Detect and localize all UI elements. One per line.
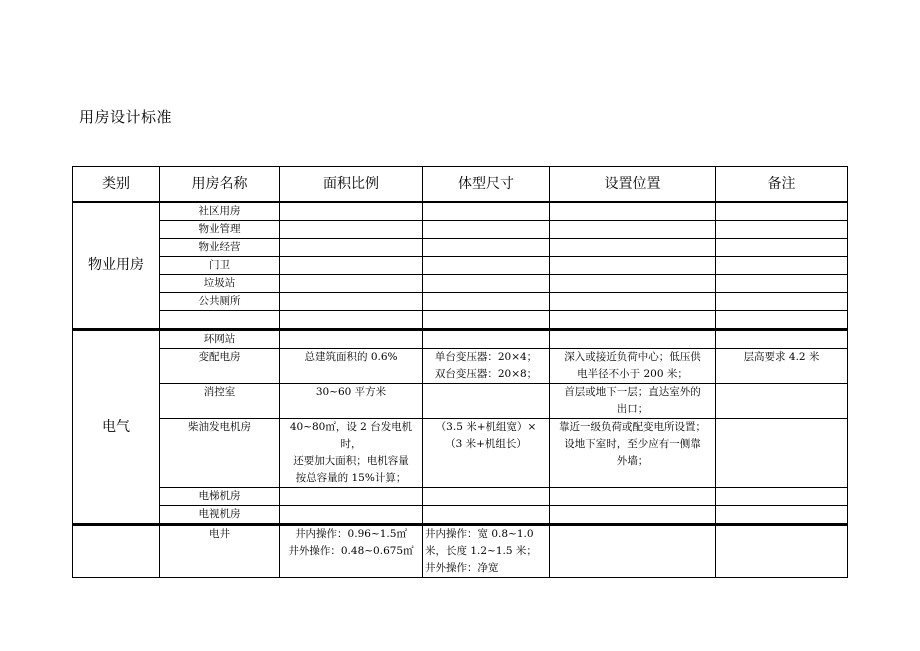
- location-cell: [550, 330, 716, 349]
- size-line: 井内操作：宽 0.8~1.0: [425, 528, 534, 540]
- size-line: （3.5 米+机组宽）×: [435, 421, 537, 433]
- table-row: [73, 221, 848, 239]
- location-line: 深入或接近负荷中心；低压供: [564, 351, 701, 363]
- size-cell: [423, 506, 550, 525]
- header-note: 备注: [716, 167, 848, 203]
- table-row: [73, 239, 848, 257]
- area-cell: [280, 525, 423, 578]
- location-cell: [550, 221, 716, 239]
- size-cell: [423, 221, 550, 239]
- area-cell: [280, 488, 423, 506]
- table-row: [73, 330, 848, 349]
- table-row: [73, 506, 848, 525]
- table-row: [73, 275, 848, 293]
- table-row: [73, 419, 848, 488]
- room-name-cell: 物业经营: [160, 239, 280, 257]
- note-cell: [716, 293, 848, 311]
- note-cell: [716, 221, 848, 239]
- area-line: 按总容量的 15%计算；: [295, 472, 407, 484]
- room-name-cell: [160, 311, 280, 330]
- size-cell: [423, 384, 550, 419]
- location-cell: [550, 384, 716, 419]
- group-electrical: [73, 330, 848, 525]
- room-design-standard-table: [72, 166, 848, 578]
- category-cell: 物业用房: [73, 202, 160, 330]
- table-row: [73, 349, 848, 384]
- area-line: 井外操作：0.48~0.675㎡: [288, 545, 414, 557]
- header-size: 体型尺寸: [423, 167, 550, 203]
- area-cell: [280, 239, 423, 257]
- room-name-cell: 环网站: [160, 330, 280, 349]
- size-line: （3 米+机组长）: [445, 438, 527, 450]
- location-line: 首层或地下一层；直达室外的: [564, 386, 701, 398]
- area-cell: 总建筑面积的 0.6%: [280, 349, 423, 384]
- room-name-cell: 物业管理: [160, 221, 280, 239]
- location-line: 外墙；: [616, 455, 649, 467]
- room-name-cell: 柴油发电机房: [160, 419, 280, 488]
- location-cell: [550, 506, 716, 525]
- area-cell: 30~60 平方米: [280, 384, 423, 419]
- table-row: [73, 311, 848, 330]
- location-line: 出口；: [616, 403, 649, 415]
- location-cell: [550, 488, 716, 506]
- location-cell: [550, 525, 716, 578]
- header-category: 类别: [73, 167, 160, 203]
- size-cell: [423, 293, 550, 311]
- size-cell: [423, 257, 550, 275]
- note-cell: [716, 311, 848, 330]
- table-row: [73, 525, 848, 578]
- note-cell: [716, 330, 848, 349]
- area-cell: [280, 202, 423, 221]
- area-line: 40~80㎡，设 2 台发电机时，: [289, 421, 413, 450]
- location-line: 设地下室时，至少应有一侧靠: [564, 438, 701, 450]
- area-cell: [280, 257, 423, 275]
- location-cell: [550, 419, 716, 488]
- category-cell: [73, 525, 160, 578]
- area-cell: [280, 419, 423, 488]
- note-cell: [716, 419, 848, 488]
- size-cell: [423, 202, 550, 221]
- size-cell: [423, 239, 550, 257]
- room-name-cell: 门卫: [160, 257, 280, 275]
- size-cell: [423, 525, 550, 578]
- area-cell: [280, 275, 423, 293]
- room-name-cell: 社区用房: [160, 202, 280, 221]
- size-cell: [423, 488, 550, 506]
- room-name-cell: 电梯机房: [160, 488, 280, 506]
- header-room-name: 用房名称: [160, 167, 280, 203]
- location-line: 电半径不小于 200 米；: [577, 368, 688, 380]
- category-cell: 电气: [73, 330, 160, 525]
- location-cell: [550, 239, 716, 257]
- area-cell: [280, 311, 423, 330]
- size-line: 井外操作：净宽: [425, 562, 499, 574]
- size-cell: [423, 349, 550, 384]
- note-cell: [716, 275, 848, 293]
- note-cell: [716, 525, 848, 578]
- size-cell: [423, 311, 550, 330]
- area-cell: [280, 221, 423, 239]
- room-name-cell: 变配电房: [160, 349, 280, 384]
- location-cell: [550, 257, 716, 275]
- note-cell: [716, 488, 848, 506]
- size-cell: [423, 330, 550, 349]
- room-name-cell: 消控室: [160, 384, 280, 419]
- size-cell: [423, 275, 550, 293]
- size-line: 米，长度 1.2~1.5 米；: [425, 545, 537, 557]
- location-cell: [550, 311, 716, 330]
- header-area-ratio: 面积比例: [280, 167, 423, 203]
- header-row: [73, 167, 848, 203]
- area-line: 还要加大面积；电机容量: [293, 455, 409, 467]
- note-cell: 层高要求 4.2 米: [716, 349, 848, 384]
- area-cell: [280, 506, 423, 525]
- group-property: [73, 202, 848, 330]
- note-cell: [716, 202, 848, 221]
- location-cell: [550, 202, 716, 221]
- table-row: [73, 257, 848, 275]
- table-row: [73, 488, 848, 506]
- location-cell: [550, 349, 716, 384]
- area-cell: [280, 293, 423, 311]
- table-row: [73, 384, 848, 419]
- room-name-cell: 电视机房: [160, 506, 280, 525]
- size-line: 单台变压器：20×4；: [434, 351, 538, 363]
- header-location: 设置位置: [550, 167, 716, 203]
- table-row: [73, 293, 848, 311]
- location-line: 靠近一级负荷或配变电所设置；: [559, 421, 706, 433]
- area-cell: [280, 330, 423, 349]
- area-line: 井内操作：0.96~1.5㎡: [295, 528, 407, 540]
- room-name-cell: 垃圾站: [160, 275, 280, 293]
- page-title: 用房设计标准: [79, 108, 173, 126]
- room-name-cell: 电井: [160, 525, 280, 578]
- note-cell: [716, 506, 848, 525]
- note-cell: [716, 239, 848, 257]
- note-cell: [716, 257, 848, 275]
- table-row: [73, 202, 848, 221]
- size-line: 双台变压器：20×8；: [434, 368, 538, 380]
- group-shaft: [73, 525, 848, 578]
- size-cell: [423, 419, 550, 488]
- note-cell: [716, 384, 848, 419]
- location-cell: [550, 275, 716, 293]
- room-name-cell: 公共厕所: [160, 293, 280, 311]
- location-cell: [550, 293, 716, 311]
